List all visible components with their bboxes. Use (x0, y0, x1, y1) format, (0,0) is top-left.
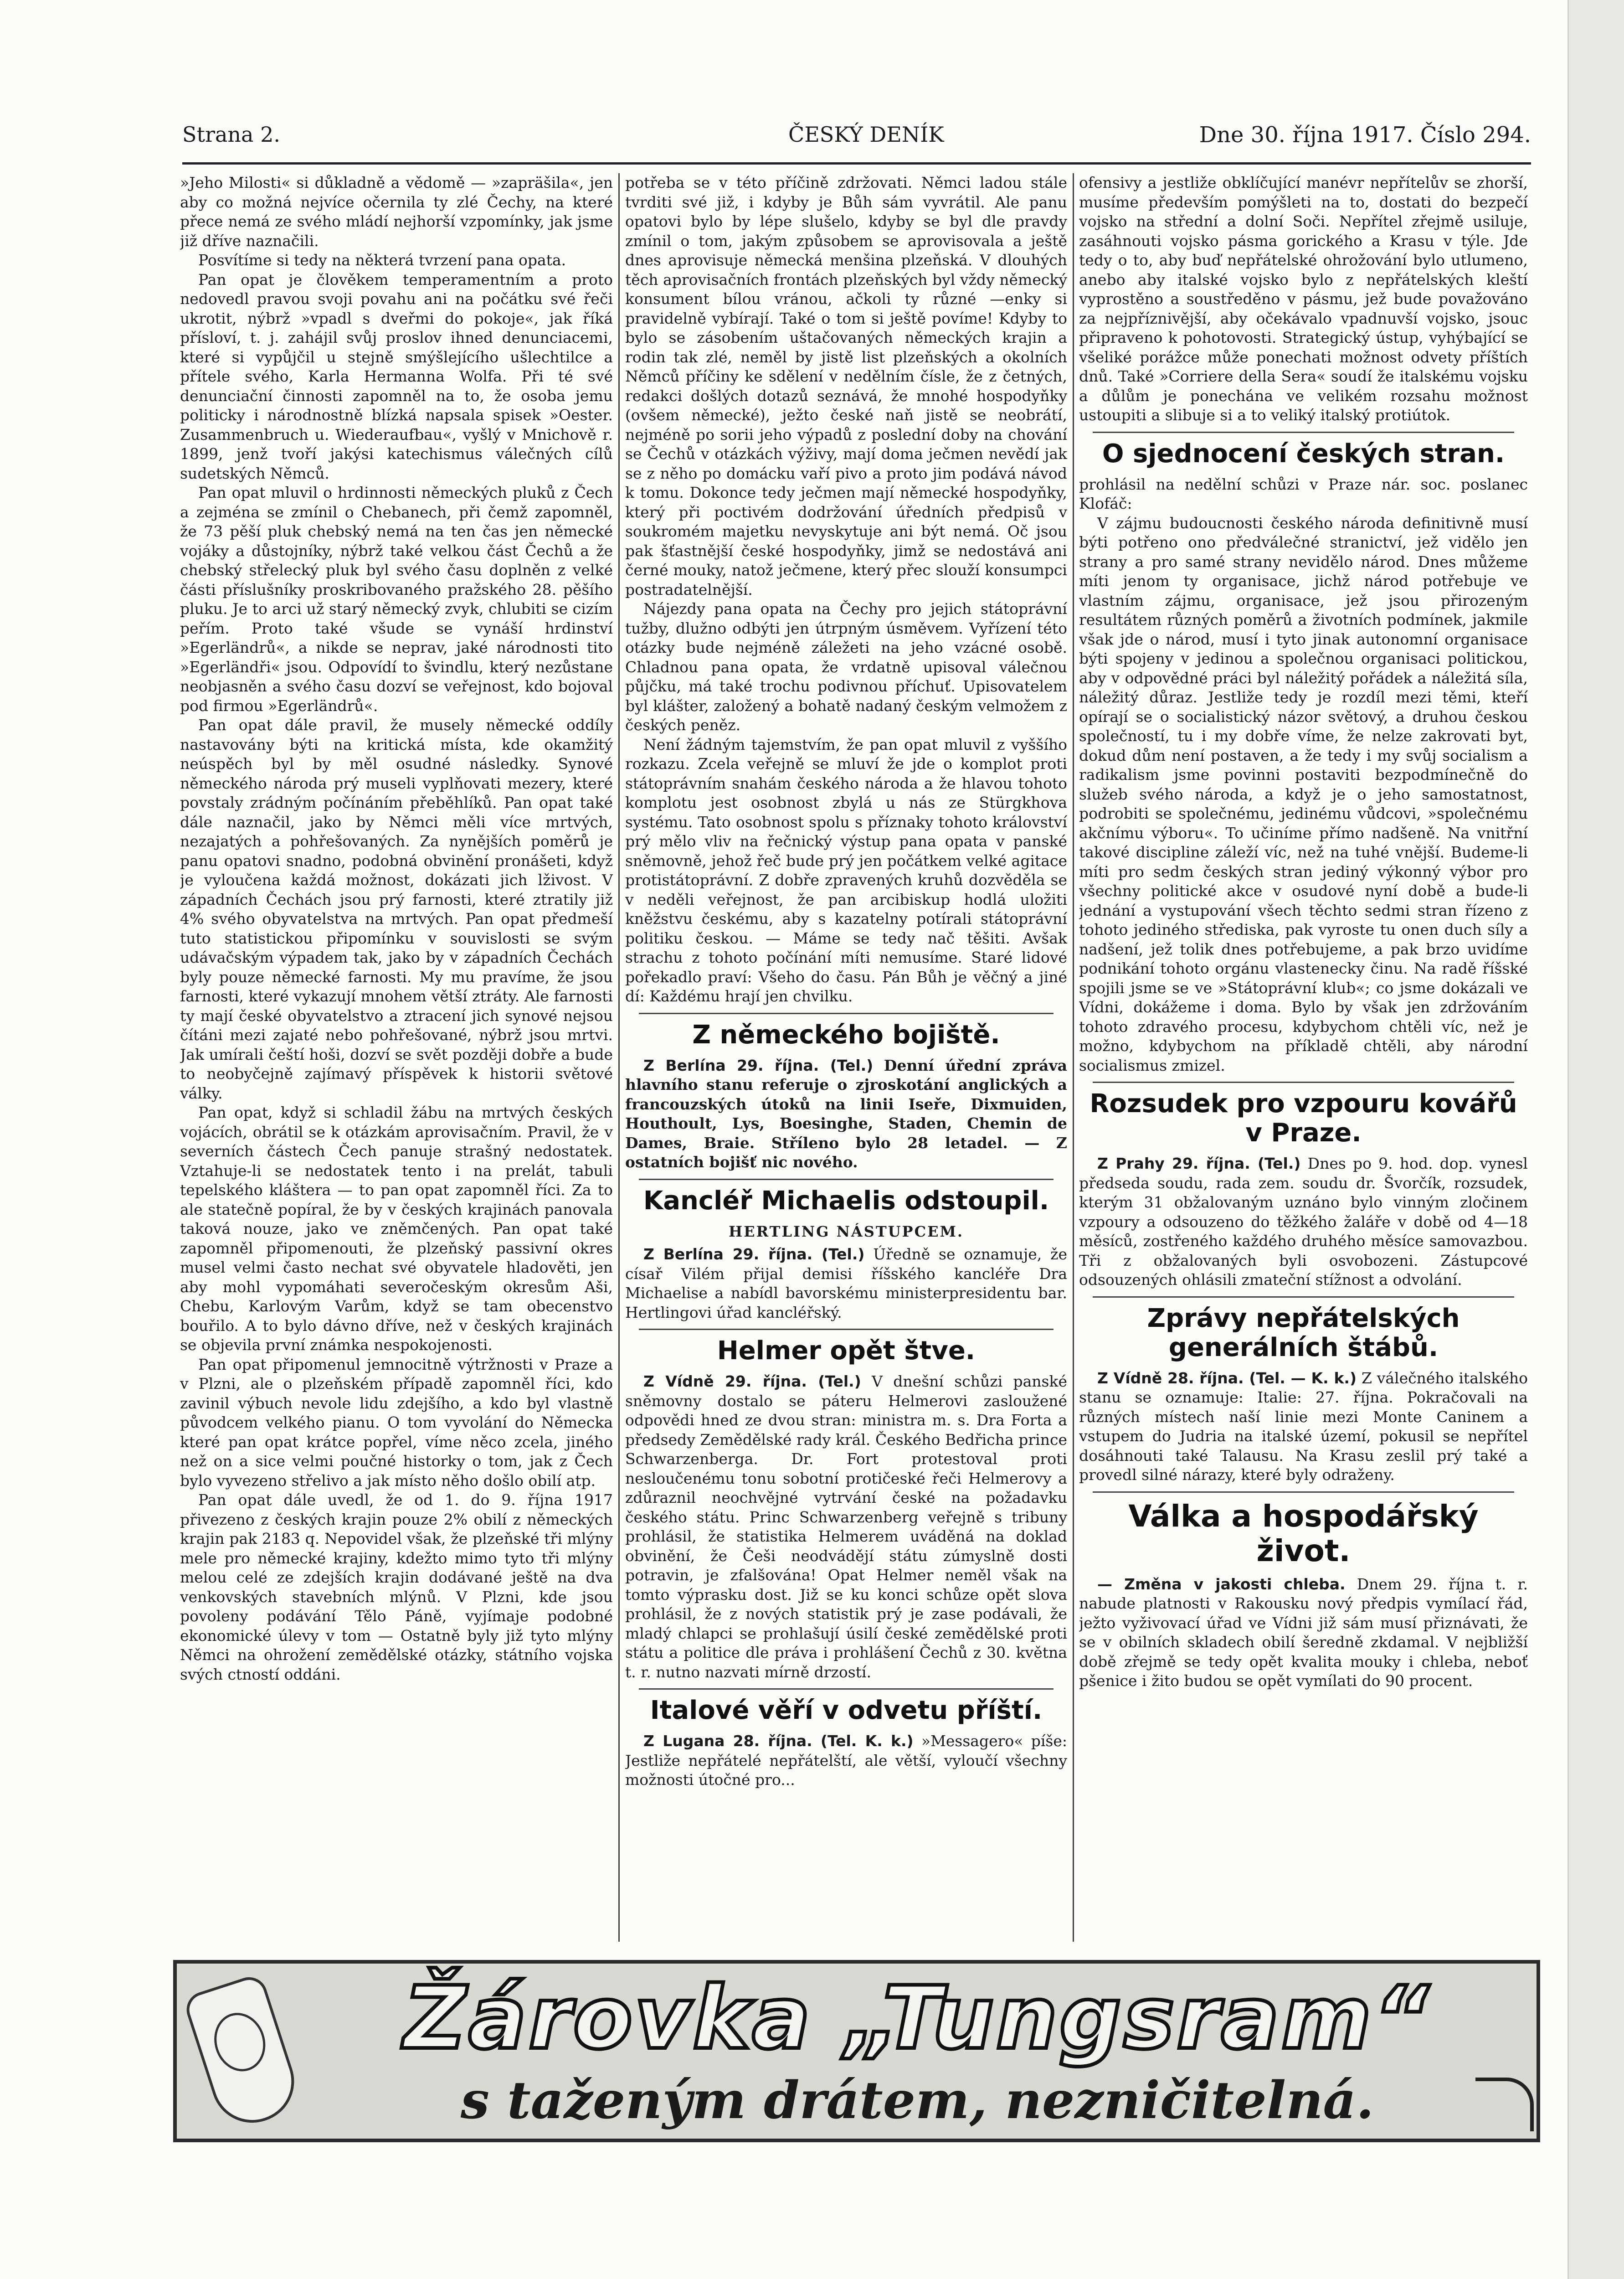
column-divider (618, 173, 620, 1942)
header-rule (182, 162, 1531, 165)
article-text: »Messagero« píše: Jestliže nepřátelé nepřátelští, ale větší, vyloučí všechny možnosti útočné pro... (625, 1732, 1067, 1789)
section-rule (1093, 432, 1514, 433)
section-heading: Válka a hospodářský život. (1128, 1498, 1479, 1568)
dateline: Z Lugana 28. října. (Tel. K. k.) (643, 1732, 914, 1750)
section-rule (639, 1013, 1054, 1014)
article-text: Denní úřední zpráva hlavního stanu referuje o zjroskotání anglických a francouzských útoků na linii Iseře, Dixmuiden, Houthoult, Lys, Boesinghe, Staden, Chemin de Dames, Braie. Stříleno bylo 28 letadel. — Z ostatních bojišť nic nového. (625, 1056, 1067, 1171)
page-header (182, 122, 1531, 163)
section-heading: O sjednocení českých stran. (1102, 438, 1505, 469)
article-lead: — Změna v jakosti chleba. (1097, 1575, 1346, 1593)
article-paragraph: Posvítíme si tedy na některá tvrzení pana opata. (198, 251, 566, 269)
section-rule (1093, 1491, 1514, 1493)
section-heading: Italové věří v odvetu příští. (650, 1696, 1043, 1725)
section-heading: Zprávy nepřátelských generálních štábů. (1147, 1303, 1460, 1362)
article-paragraph: potřeba se v této příčině zdržovati. Němci ladou stále tvrditi své již, i kdyby je Bůh sám vyvrátil. Ale panu opatovi bylo by lépe slušelo, kdyby se byl dle pravdy zmínil o tom, jakým způsobem se aprovisovala a ještě dnes aprovisuje německá menšina plzeňská. V dlouhých těch aprovisačních frontách plzeňských byl vždy německý konsument bílou vránou, ačkoli ty různé —enky si pravidelně vybírají. Také o tom si ještě povíme! Kdyby to bylo se zásobením uštačovaných německých krajin a rodin tak zlé, neměl by jistě list plzeňských a okolních Němců příčiny ke sdělení v nedělním čísle, že z četných, redakci došlých dotazů seznává, že mnohé hospodyňky (ovšem německé), ježto české naň jistě se neobrátí, nejméně po sorii jeho výpadů z poslední doby na chování se Čechů v otázkách výživy, mají doma ječmen nevědí jak se z něho po domácku vaří pivo a proto jim podává návod k tomu. Dokonce tedy ječmen mají německé hospodyňky, který při poctivém dodržování úředních předpisů v soukromém majetku nevyskytuje ani být nemá. Oč jsou pak šťastnější české hospodyňky, jimž se nedostává ani černé mouky, natož ječmene, který přec slouží konsumpci postradatelnější. (625, 174, 1067, 598)
dateline: Z Vídně 28. října. (Tel. — K. k.) (1097, 1369, 1357, 1387)
dateline: Z Berlína 29. října. (Tel.) (643, 1245, 865, 1263)
article-text: V dnešní schůzi panské sněmovny dostalo se páteru Helmerovi zasloužené odpovědi hned ze dvou stran: ministra m. s. Dra Forta a předsedy Zemědělské rady král. Českého Bedřicha prince Schwarzenberga. Dr. Fort protestoval proti nesloučenému tonu sobotní protičeské řeči Helmerovy a zdůraznil neochvějné vytrvání české na požadavku českého státu. Princ Schwarzenberg veřejně s tribuny prohlásil, že statistika Helmerem uváděná na doklad obvinění, že Češi neodvádějí státu zúmyslně dosti potravin, je zfalšována! Opat Helmer neměl však na tomto výprasku dost. Již se ku konci schůze opět slova prohlásil, že z nových statistik prý je zase podávali, že mladý chlapci se prohlašují úsilí české zemědělské proti státu a politice dle práva i prohlášení Čechů z 30. května t. r. nutno nazvati mírně drzostí. (625, 1372, 1067, 1681)
column-1 (180, 173, 613, 1942)
article-lead: prohlásil na nedělní schůzi v Praze nár. soc. poslanec Klofáč: (1079, 475, 1528, 512)
page-number: Strana 2. (182, 122, 280, 147)
column-2 (625, 173, 1067, 1942)
tungsram-advert (173, 1960, 1540, 2142)
section-heading: Z německého bojiště. (692, 1020, 1000, 1050)
article-paragraph: Pan opat připomenul jemnocitně výtržnosti v Praze a v Plzni, ale o plzeňském případě zapomněl říci, kdo zavinil výbuch nevole lidu zdejšího, a kdo byl vlastně původcem velkého pianu. O tom vyvolání do Německa které pan opat krátce popřel, víme něco zcela, jiného než on a sice velmi poučné historky o tom, jak z Čech bylo vyvezeno střelivo a jak místo něho došlo obilí atp. (180, 1355, 613, 1490)
logo-figure-icon (207, 2006, 273, 2078)
article-paragraph: Pan opat, když si schladil žábu na mrtvých českých vojácích, obrátil se k otázkám aprovisačním. Pravil, že v severních částech Čech panuje strašný nedostatek. Vztahuje-li se nedostatek tento i na prelát, tabuli tepelského kláštera — to pan opat zapomněl říci. Za to ale statečně popíral, že by v českých krajinách panovala taková nouze, jako ve zněmčených. Pan opat také zapomněl připomenouti, že plzeňský passivní okres musel velmi často nechat své obyvatele hladověti, jen aby mohl vypomáhati severočeským okresům Aši, Chebu, Karlovým Varům, když se tam obecenstvo bouřilo. A to bylo dávno dříve, než v českých krajinách se objevila první známka nespokojenosti. (180, 1103, 613, 1354)
column-3 (1079, 173, 1528, 1942)
article-text: Dnes po 9. hod. dop. vynesl předseda soudu, rada zem. soudu dr. Švorčík, rozsudek, kterým 31 obžalovaným uznáno bylo vinným zločinem vzpoury a odsouzeno do těžkého žaláře v době od 4—18 měsíců, zostřeného každého druhého měsíce samovazbou. Tři z obžalovaných byli osvobozeni. Zástupcové odsouzených ohlásili zmateční stížnost a odvolání. (1079, 1155, 1528, 1289)
section-heading: Kancléř Michaelis odstoupil. (643, 1186, 1049, 1216)
date-issue: Dne 30. října 1917. Číslo 294. (1199, 122, 1531, 148)
article-paragraph: Pan opat mluvil o hrdinnosti německých pluků z Čech a zejména se zmínil o Chebanech, při čemž zapomněl, že 73 pěší pluk chebský nemá na ten čas jen německé vojáky a důstojníky, nýbrž také velkou část Čechů a že chebský střelecký pluk byl svého času doplněn z velké části příslušníky proskribovaného pražského 28. pěšího pluku. Je to arci už starý německý zvyk, chlubiti se cizím peřím. Proto také všude se vynáší hrdinství »Egerländrů«, a nikde se neprav, jaké národnosti tito »Egerländři« jsou. Odpovídí to švindlu, který nezůstane neobjasněn a svého času dozví se veřejnost, kdo bojoval pod firmou »Egerländrů«. (180, 484, 613, 715)
advert-title: Žárovka „Tungsram“ (403, 1968, 1431, 2068)
section-heading: Helmer opět štve. (717, 1336, 976, 1366)
article-paragraph: Není žádným tajemstvím, že pan opat mluvil z vyššího rozkazu. Zcela veřejně se mluví že jde o komplot proti státoprávním snahám českého národa a že hlavou tohoto komplotu jest osobnost zbylá u nás ze Stürgkhova systému. Tato osobnost spolu s příznaky tohoto království prý mělo vliv na řečnický výstup pana opata v panské sněmovně, jehož řeč bude prý jen počátkem velké agitace protistátoprávní. Z dobře zpravených kruhů dozvěděla se v neděli veřejnost, že pan arcibiskup hodlá uložiti kněžstvu českému, aby s kazatelny potírali státoprávní politiku českou. — Máme se tedy nač těšiti. Avšak strachu z tohoto počínání míti nemusíme. Staré lidové pořekadlo praví: Všeho do času. Pán Bůh je věčný a jiné dí: Každému hrají jen chvilku. (625, 735, 1067, 1005)
article-paragraph: »Jeho Milosti« si důkladně a vědomě — »zapräšila«, jen aby co možná nejvíce očernila ty zlé Čechy, na které přece nemá ze svého mládí nejhorší vzpomínky, jak jsme již dříve naznačili. (180, 174, 613, 250)
page-edge (1567, 0, 1624, 2279)
article-paragraph: ofensivy a jestliže obklíčující manévr nepřítelův se zhorší, musíme především pomýšleti na to, dostati do bezpečí vojsko na střední a dolní Soči. Nepřítel zřejmě usiluje, zasáhnouti vojsko pásma gorického a Krasu v týle. Jde tedy o to, aby buď nepřátelské ohrožování bylo utlumeno, anebo aby italské vojsko bylo z nepřátelských kleští vyprostěno a soustředěno v pásmu, jež bude považováno za nejpříznivější, aby očekávalo vpadnuvší vojsko, jsouc připraveno k pohotovosti. Strategický ústup, vyhýbající se všeliké porážce může ponechati možnost odvety příštích dnů. Také »Corriere della Sera« soudí že italskému vojsku a důlům je ponechána ve velikém rozsahu možnost ustoupiti a slibuje si a to veliký italský protiútok. (1079, 174, 1528, 424)
column-divider (1073, 173, 1074, 1942)
advert-slogan: s taženým drátem, nezničitelná. (460, 2071, 1374, 2130)
article-text: Úředně se oznamuje, že císař Vilém přijal demisi říšského kancléře Dra Michaelise a nabídl bavorskému ministerpresidentu bar. Hertlingovi úřad kancléřský. (625, 1245, 1067, 1321)
article-text: Z válečného italského stanu se oznamuje: Italie: 27. října. Pokračovali na různých místech naší linie mezi Monte Caninem a vstupem do Judria na italské území, pokusil se nepřítel dosáhnouti také Talausu. Na Krasu zeslil prý také a provedl silné nárazy, které byly odraženy. (1079, 1369, 1528, 1484)
section-rule (1093, 1082, 1514, 1083)
section-rule (639, 1688, 1054, 1690)
dateline: Z Vídně 29. října. (Tel.) (643, 1372, 861, 1390)
section-heading: Rozsudek pro vzpouru kovářů v Praze. (1090, 1089, 1517, 1148)
lightbulb-icon (182, 1973, 305, 2134)
article-paragraph: Pan opat je člověkem temperamentním a proto nedovedl pravou svoji povahu ani na počátku své řeči ukrotit, nýbrž »vpadl s dveřmi do pokoje«, jak říká přísloví, t. j. zahájil svůj proslov ihned denunciacemi, které si vypůjčil u stejně smýšlejícího ušlechtilce a přítele svého, Karla Hermanna Wolfa. Při té své denunciační činnosti zapomněl na to, že osoba jemu politicky i národnostně blízká napsala spisek »Oester. Zusammenbruch u. Wiederaufbau«, vyšlý v Mnichově r. 1899, jenž tvoří jakýsi katechismus válečných cílů sudetských Němců. (180, 270, 613, 482)
section-rule (639, 1329, 1054, 1330)
section-subheading: HERTLING NÁSTUPCEM. (728, 1222, 964, 1240)
section-rule (639, 1179, 1054, 1180)
dateline: Z Prahy 29. října. (Tel.) (1097, 1155, 1301, 1172)
article-text: Dnem 29. října t. r. nabude platnosti v Rakousku nový předpis vymílací řád, ježto vyživovací úřad ve Vídni již sám musí přiznávati, že se v obilních skladech obilí šeredně zkdamal. V nejbližší době zřejmě se tedy opět kvalita mouky i chleba, neboť pšenice i žito budou se opět vymílati do 90 procent. (1079, 1575, 1528, 1690)
section-rule (1093, 1296, 1514, 1298)
dateline: Z Berlína 29. října. (Tel.) (643, 1056, 874, 1074)
article-paragraph: Pan opat dále uvedl, že od 1. do 9. října 1917 přivezeno z českých krajin pouze 2% obilí z německých krajin pak 2183 q. Nepovidel však, že plzeňské tři mlýny mele pro německé krajiny, kdežto mimo tyto tři mlýny melou celé ze zdejších krajin dodávané ještě na dva venkovských stavebních mlýnů. V Plzni, kde jsou povoleny podávání Tělo Páně, vyjímaje podobné ekonomické úlevy v tom — Ostatně byly již tyto mlýny Němci na ohrožení zemědělské otázky, státního vojska svých ctností oddáni. (180, 1491, 613, 1683)
article-paragraph: V zájmu budoucnosti českého národa definitivně musí býti potřeno ono předválečné stranictví, jež vidělo jen strany a pro samé strany nevidělo národ. Dnes můžeme míti jenom ty organisace, jichž národ potřebuje ve vlastním zájmu, organisace, jež jsou přirozeným resultátem různých poměrů a životních podmínek, jakmile však jde o národ, musí i tyto jinak autonomní organisace býti spojeny v jedinou a společnou organisaci politickou, aby v odpovědné práci byl náležitý pořádek a náležitá síla, náležitý důraz. Jestliže tedy je rozdíl mezi těmi, kteří opírají se o socialistický názor světový, a druhou českou společností, tu i my dobře víme, že nelze zakrovati byt, dokud dům není postaven, a že tedy i my svůj socialism a radikalism jsme povinni postaviti bezpodmínečně do služeb svého národa, a když je o jeho samostatnost, podrobiti se společnému, jedinému vůdcovi, »společnému akčnímu výboru«. To učiníme přímo nadšeně. Na vnitřní takové discipline záleží víc, než na tuhé vnější. Budeme-li míti pro sedm českých stran jediný výkonný výbor pro všechny politické akce v osudové nyní době a bude-li jednání a vystupování všech těchto sedmi stran řízeno z tohoto jediného střediska, pak vyroste tu onen duch síly a nadšení, jež tolik dnes potřebujeme, a pak brzo uvidíme podnikání tohoto orgánu vlastenecky činu. Na radě říšské spojili jsme se ve »Státoprávní klub«; co jsme dokázali ve Vídni, dokážeme i doma. Bylo by však jen zdržováním tohoto zdravého procesu, kdybychom chtěli víc, než je možno, kdybychom na příkladě chtěli, aby národní socialismus zmizel. (1079, 514, 1528, 1074)
masthead: ČESKÝ DENÍK (788, 122, 944, 147)
article-paragraph: Nájezdy pana opata na Čechy pro jejich státoprávní tužby, dlužno odbýti jen útrpným úsměvem. Vyřízení této otázky bude nejméně záležeti na jeho vzácné osobě. Chladnou pana opata, že vrdatně upisoval válečnou půjčku, má také trochu podivnou příchuť. Upisovatelem byl klášter, založený a bohatě nadaný českým velmožem z českých peněz. (625, 600, 1067, 734)
flourish-icon (1475, 2078, 1534, 2131)
article-paragraph: Pan opat dále pravil, že musely německé oddíly nastavovány býti na kritická místa, kde okamžitý neúspěch byl by měl osudné následky. Synové německého národa prý museli vyplňovati mezery, které povstaly zrádným počínáním přeběhlíků. Pan opat také dále naznačil, jako by Němci měli více mrtvých, nezajatých a pohřešovaných. Za nynějších poměrů je panu opatovi snadno, podobná obvinění pronášeti, když je vyloučena každá možnost, dokázati jich lživost. V západních Čechách jsou prý farnosti, které ztratily již 4% svého obyvatelstva na mrtvých. Pan opat předmeší tuto statistickou připomínku v souvislosti se svým udávačským výpadem tak, jako by v západních Čechách byly pouze německé farnosti. My mu pravíme, že jsou farnosti, které vykazují mnohem větší ztráty. Ale farnosti ty mají české obyvatelstvo a ztracení jich synové nejsou čítáni mezi zajaté nebo pohřešované, nýbrž jsou mrtvi. Jak umírali čeští hoši, dozví se svět později dobře a bude to neobyčejně zajímavý příspěvek k historii světové války. (180, 716, 613, 1102)
